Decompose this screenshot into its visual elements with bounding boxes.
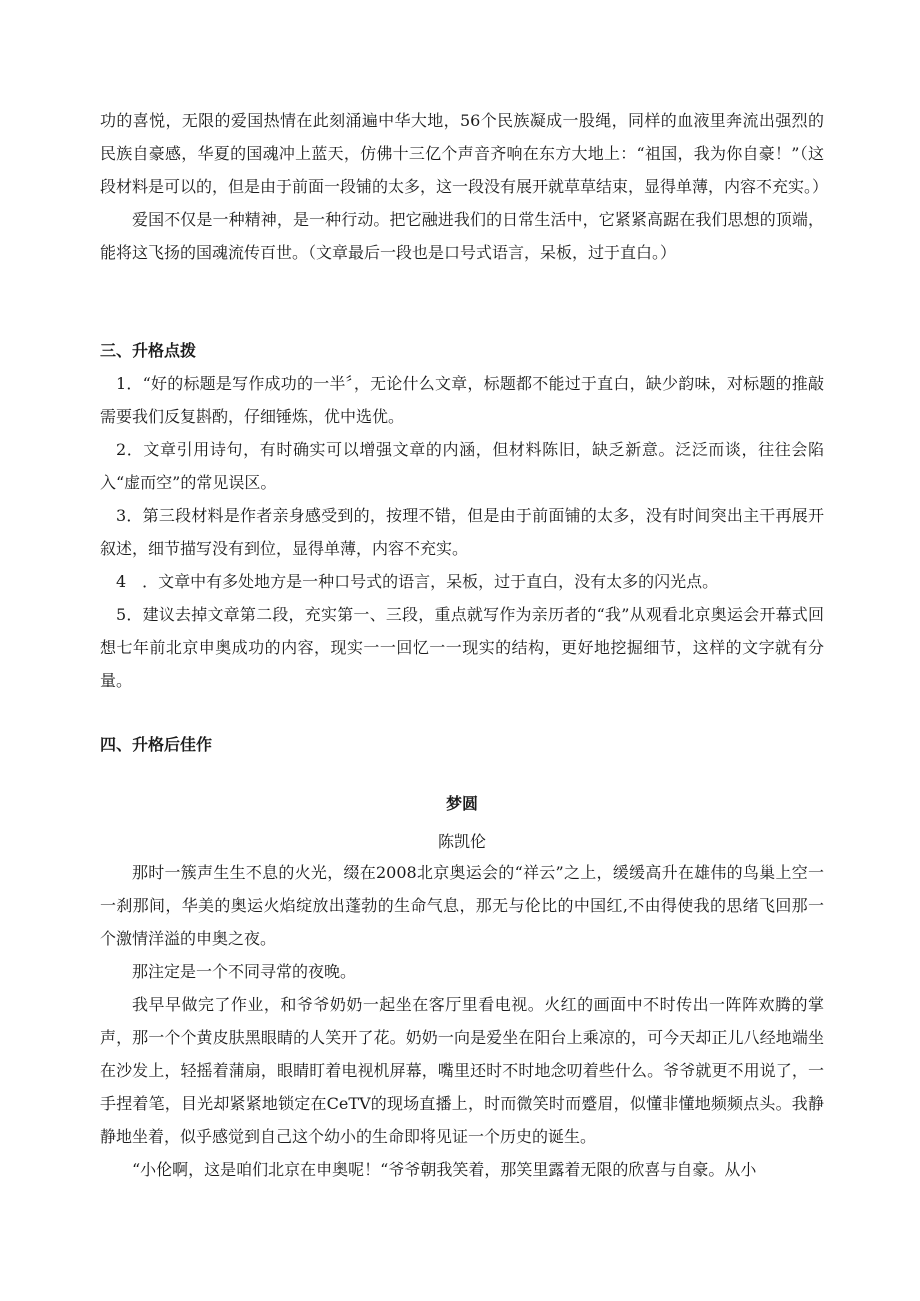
previous-essay-continuation <box>100 104 829 269</box>
essay-paragraph: 那注定是一个不同寻常的夜晚。 <box>132 962 357 981</box>
section-heading: 四、升格后佳作 <box>100 735 213 754</box>
tip-item: 5．建议去掉文章第二段，充实第一、三段，重点就写作为亲历者的“我”从观看北京奥运会开幕式回想七年前北京申奥成功的内容，现实一一回忆一一现实的结构，更好地挖掘细节，这样的文字就有分量。 <box>100 605 824 690</box>
tip-item: 4 ．文章中有多处地方是一种口号式的语言，呆板，过于直白，没有太多的闪光点。 <box>116 572 719 591</box>
essay-paragraph: 那时一簇声生生不息的火光，缀在2008北京奥运会的“祥云”之上，缓缓高升在雄伟的鸟巢上空一一刹那间，华美的奥运火焰绽放出蓬勃的生命气息，那无与伦比的中国红,不由得使我的思绪飞回那一个激情洋溢的申奥之夜。 <box>100 863 824 948</box>
tip-item: 3．第三段材料是作者亲身感受到的，按理不错，但是由于前面铺的太多，没有时间突出主干再展开叙述，细节描写没有到位，显得单薄，内容不充实。 <box>100 506 824 558</box>
paragraph: 功的喜悦，无限的爱国热情在此刻涌遍中华大地，56个民族凝成一股绳，同样的血液里奔流出强烈的民族自豪感，华夏的国魂冲上蓝天，仿佛十三亿个声音齐响在东方大地上：“祖国，我为你自豪！”（这段材料是可以的，但是由于前面一段铺的太多，这一段没有展开就草草结束，显得单薄，内容不充实。） <box>100 111 829 196</box>
tip-item: 2．文章引用诗句，有时确实可以增强文章的内涵，但材料陈旧，缺乏新意。泛泛而谈，往往会陷入“虚而空”的常见误区。 <box>100 440 824 492</box>
section-heading: 三、升格点拨 <box>100 341 197 360</box>
essay-paragraph: 我早早做完了作业，和爷爷奶奶一起坐在客厅里看电视。火红的画面中不时传出一阵阵欢腾的掌声，那一个个黄皮肤黑眼睛的人笑开了花。奶奶一向是爱坐在阳台上乘凉的，可今天却正儿八经地端坐在沙发上，轻摇着蒲扇，眼睛盯着电视机屏幕，嘴里还时不时地念叨着些什么。爷爷就更不用说了，一手捏着笔，目光却紧紧地锁定在CeTV的现场直播上，时而微笑时而蹙眉，似懂非懂地频频点头。我静静地坐着，似乎感觉到自己这个幼小的生命即将见证一个历史的诞生。 <box>100 995 824 1146</box>
tip-item: 1．“好的标题是写作成功的一半〞，无论什么文章，标题都不能过于直白，缺少韵味，对标题的推敲需要我们反复斟酌，仔细锤炼，优中选优。 <box>100 374 824 426</box>
section-upgraded-essay <box>100 730 824 760</box>
essay-paragraph: “小伦啊，这是咱们北京在申奥呢！“爷爷朝我笑着，那笑里露着无限的欣喜与自豪。从小 <box>132 1160 757 1179</box>
essay <box>100 790 824 1186</box>
paragraph: 爱国不仅是一种精神，是一种行动。把它融进我们的日常生活中，它紧紧高踞在我们思想的顶端，能将这飞扬的国魂流传百世。（文章最后一段也是口号式语言，呆板，过于直白。） <box>100 210 824 262</box>
essay-author: 陈凯伦 <box>437 832 486 851</box>
essay-title: 梦圆 <box>445 794 478 813</box>
section-upgrade-tips <box>100 336 824 697</box>
